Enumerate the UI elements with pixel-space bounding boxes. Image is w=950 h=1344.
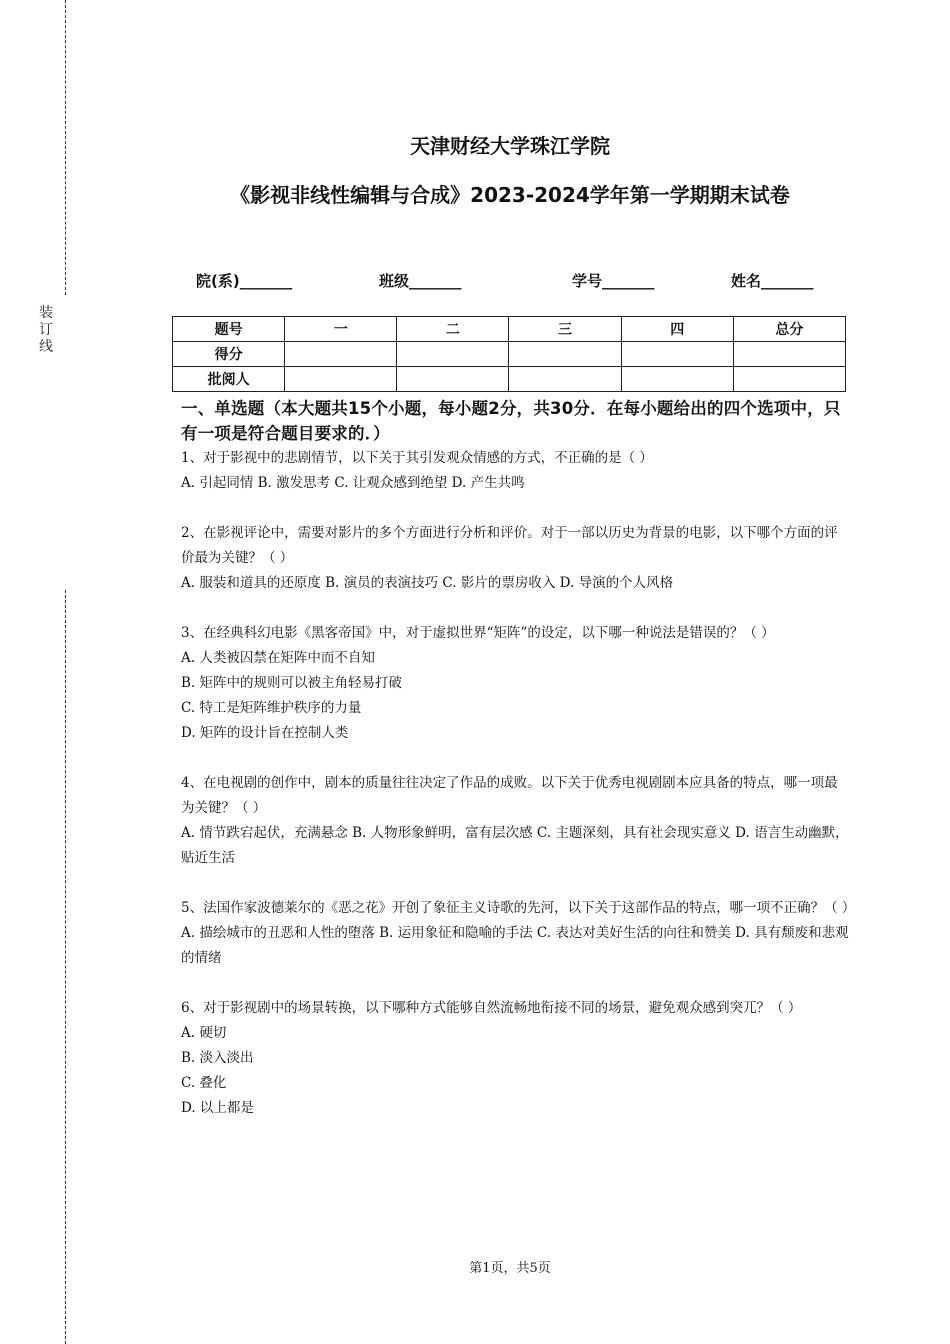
- exam-title: 《影视非线性编辑与合成》2023-2024学年第一学期期末试卷: [230, 183, 790, 207]
- score-cell: [733, 367, 845, 392]
- question-option: C. 叠化: [181, 1075, 227, 1091]
- score-header-cell: 四: [621, 317, 733, 342]
- score-cell: [397, 342, 509, 367]
- question-block: [181, 521, 851, 596]
- question-stem: 2、在影视评论中，需要对影片的多个方面进行分析和评价。对于一部以历史为背景的电影，以下哪个方面的评价最为关键？（ ）: [181, 525, 838, 566]
- question-block: [181, 446, 851, 496]
- score-header-cell: 题号: [173, 317, 285, 342]
- score-table-row: [173, 342, 846, 367]
- department-field: 院(系)_______: [196, 272, 293, 290]
- section-heading: 一、单选题（本大题共15个小题，每小题2分，共30分．在每小题给出的四个选项中，只有一项是符合题目要求的．）: [181, 399, 841, 443]
- score-table: [172, 316, 846, 392]
- question-option: B. 淡入淡出: [181, 1050, 254, 1066]
- question-option: D. 以上都是: [181, 1100, 254, 1116]
- score-row-label: 得分: [173, 342, 285, 367]
- score-header-cell: 三: [509, 317, 621, 342]
- question-stem: 1、对于影视中的悲剧情节，以下关于其引发观众情感的方式，不正确的是（ ）: [181, 450, 653, 466]
- question-option: C. 特工是矩阵维护秩序的力量: [181, 700, 362, 716]
- score-header-cell: 一: [285, 317, 397, 342]
- question-option: A. 情节跌宕起伏，充满悬念 B. 人物形象鲜明，富有层次感 C. 主题深刻，具有社会现实意义 D. 语言生动幽默，贴近生活: [181, 825, 849, 866]
- question-option: A. 服装和道具的还原度 B. 演员的表演技巧 C. 影片的票房收入 D. 导演的个人风格: [181, 575, 674, 591]
- question-block: [181, 621, 851, 746]
- exam-content: [181, 396, 856, 1146]
- question-stem: 5、法国作家波德莱尔的《恶之花》开创了象征主义诗歌的先河，以下关于这部作品的特点，哪一项不正确？（ ）: [181, 900, 856, 916]
- question-block: [181, 771, 851, 871]
- binding-line-label: 装订线: [39, 305, 53, 355]
- class-field: 班级_______: [379, 272, 462, 290]
- question-option: B. 矩阵中的规则可以被主角轻易打破: [181, 675, 403, 691]
- question-stem: 4、在电视剧的创作中，剧本的质量往往决定了作品的成败。以下关于优秀电视剧剧本应具备的特点，哪一项最为关键？（ ）: [181, 775, 838, 816]
- student-id-field: 学号_______: [572, 272, 655, 290]
- question-option: A. 引起同情 B. 激发思考 C. 让观众感到绝望 D. 产生共鸣: [181, 475, 525, 491]
- score-cell: [733, 342, 845, 367]
- score-cell: [285, 342, 397, 367]
- score-table-header-row: [173, 317, 846, 342]
- question-option: A. 人类被囚禁在矩阵中而不自知: [181, 650, 375, 666]
- question-option: D. 矩阵的设计旨在控制人类: [181, 725, 349, 741]
- binding-dashed-line-bottom: [65, 590, 66, 1344]
- question-stem: 6、对于影视剧中的场景转换，以下哪种方式能够自然流畅地衔接不同的场景，避免观众感到突兀？（ ）: [181, 1000, 802, 1016]
- score-header-cell: 总分: [733, 317, 845, 342]
- score-header-cell: 二: [397, 317, 509, 342]
- score-row-label: 批阅人: [173, 367, 285, 392]
- score-cell: [509, 342, 621, 367]
- question-option: A. 描绘城市的丑恶和人性的堕落 B. 运用象征和隐喻的手法 C. 表达对美好生活的向往和赞美 D. 具有颓废和悲观的情绪: [181, 925, 849, 966]
- question-block: [181, 996, 851, 1121]
- score-cell: [397, 367, 509, 392]
- score-cell: [621, 367, 733, 392]
- question-stem: 3、在经典科幻电影《黑客帝国》中，对于虚拟世界“矩阵”的设定，以下哪一种说法是错误的？（ ）: [181, 625, 775, 641]
- score-cell: [509, 367, 621, 392]
- name-field: 姓名_______: [731, 272, 814, 290]
- university-title: 天津财经大学珠江学院: [410, 134, 610, 158]
- score-cell: [285, 367, 397, 392]
- question-option: A. 硬切: [181, 1025, 227, 1041]
- question-block: [181, 896, 856, 971]
- page-footer: 第1页，共5页: [469, 1261, 551, 1276]
- score-table-row: [173, 367, 846, 392]
- score-cell: [621, 342, 733, 367]
